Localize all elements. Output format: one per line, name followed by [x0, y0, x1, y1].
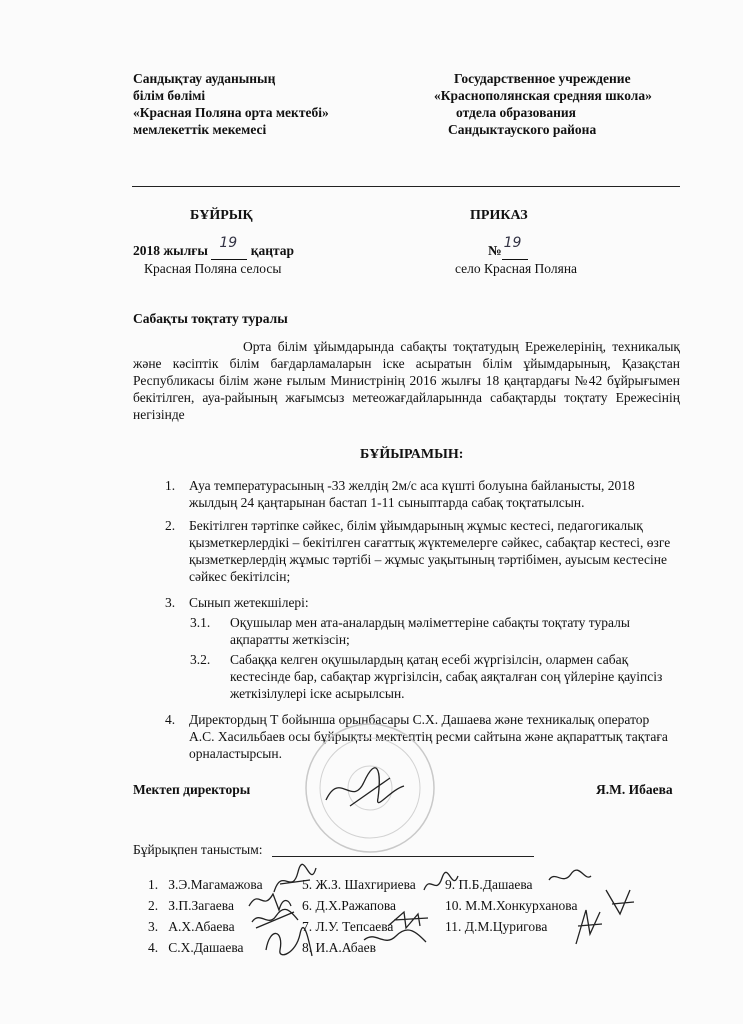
item-text: Бекітілген тәртіпке сәйкес, білім ұйымдарының жұмыс кестесі, педагогикалық қызметкерлердікі – бекітілген сағаттық жүктемелерге сәйкес, сабақтар кестесі, өзге қызметкерлердің жұмыс тәртібі – жұмыс уақытының тәртібімен, ауысым кестесіне сәйкес бекітілсін; [189, 518, 671, 584]
signer: 10. М.М.Хонкурханова [445, 898, 578, 913]
date-prefix: 2018 жылғы [133, 243, 208, 258]
signer: 2. З.П.Загаева [148, 898, 234, 913]
item-number: 1. [165, 478, 176, 493]
order-number [488, 235, 528, 260]
header-right-line: Государственное учреждение [454, 71, 631, 86]
signer: 5. Ж.З. Шахгириева [302, 877, 416, 892]
header-left-line: Сандықтау ауданының [133, 71, 276, 86]
header-right [430, 70, 680, 138]
signer: 1. З.Э.Магамажова [148, 877, 263, 892]
number-handwritten: 19 [503, 235, 522, 251]
date-month: қаңтар [250, 243, 295, 258]
item-text: Сынып жетекшілері: [189, 595, 309, 610]
subitem-number: 3.2. [190, 652, 211, 667]
header-right-line: Сандыктауского района [448, 122, 597, 137]
signer: 3. А.Х.Абаева [148, 919, 235, 934]
sub-list-item [190, 614, 680, 648]
header-left [133, 70, 329, 138]
acquainted-line [272, 856, 534, 857]
subitem-number: 3.1. [190, 615, 211, 630]
order-date [133, 235, 295, 260]
signer: 6. Д.Х.Ражапова [302, 898, 397, 913]
signature-11 [568, 904, 608, 950]
number-prefix: № [488, 243, 502, 258]
date-day-field [211, 235, 247, 260]
number-field [502, 235, 528, 260]
subitem-text: Оқушылар мен ата-аналардың мәліметтеріне сабақты тоқтату туралы ақпаратты жеткізсін; [230, 615, 630, 647]
signature-4 [260, 920, 315, 964]
item-number: 4. [165, 712, 176, 727]
signature-8 [360, 926, 430, 952]
list-item [165, 517, 680, 585]
sub-list-item [190, 651, 670, 702]
item-text: Директордың Т бойынша орынбасары С.Х. Дашаева және техникалық оператор А.С. Хасильбаев осы бұйрықты мектептің ресми сайтына және ақпараттық тақтаға орналастырсын. [189, 712, 668, 761]
order-subject: Сабақты тоқтату туралы [133, 311, 288, 326]
subitem-text: Сабаққа келген оқушылардың қатаң есебі жүргізілсін, олармен сабақ кестесінде бар, сабақтар жүргізілсін, сабақ аяқталған соң үйлеріне қауіпсіз жеткізілулері іске асырылсын. [230, 652, 663, 701]
director-name: Я.М. Ибаева [596, 782, 673, 797]
order-title-ru: ПРИКАЗ [470, 208, 528, 223]
header-right-line: «Краснополянская средняя школа» [434, 88, 652, 103]
list-item [165, 594, 680, 611]
command-heading: БҰЙЫРАМЫН: [360, 447, 464, 462]
director-signature [320, 760, 420, 820]
signer: 11. Д.М.Цуригова [445, 919, 548, 934]
order-title-kz: БҰЙРЫҚ [190, 208, 253, 223]
place-kz: Красная Поляна селосы [144, 261, 282, 276]
signer: 8. И.А.Абаев [302, 940, 377, 955]
signer: 4. С.Х.Дашаева [148, 940, 244, 955]
place-ru: село Красная Поляна [455, 261, 578, 276]
signature-9 [545, 866, 595, 890]
date-day-handwritten: 19 [219, 235, 238, 251]
preamble: Орта білім ұйымдарында сабақты тоқтатудың Ережелерінің, техникалық және кәсіптік білім бағдарламаларын іске асыратын білім ұйымдарының, Қазақстан Республикасы білім және ғылым Министрінің 2016 жылғы 18 қаңтардағы №42 бұйрығымен бекітілген, ауа-райының жағымсыз метеожағдайларыннда сабақтарды тоқтату Ережесінің негізінде [133, 339, 680, 422]
signer: 7. Л.У. Тепсаева [302, 919, 394, 934]
item-number: 2. [165, 518, 176, 533]
header-left-line: «Красная Поляна орта мектебі» [133, 105, 329, 120]
signer: 9. П.Б.Дашаева [445, 877, 533, 892]
signature-5 [420, 870, 460, 900]
item-text: Ауа температурасының -33 желдің 2м/с аса күшті болуына байланысты, 2018 жылдың 24 қаңтарынан бастап 1-11 сыныптарда сабақ тоқтатылсын. [189, 478, 635, 510]
list-item [165, 477, 680, 511]
acquainted-label: Бұйрықпен таныстым: [133, 842, 263, 857]
director-title: Мектеп директоры [133, 782, 251, 797]
header-right-line: отдела образования [456, 105, 576, 120]
header-left-line: мемлекеттік мекемесі [133, 122, 267, 137]
header-divider [132, 186, 680, 187]
item-number: 3. [165, 595, 176, 610]
header-left-line: білім бөлімі [133, 88, 206, 103]
